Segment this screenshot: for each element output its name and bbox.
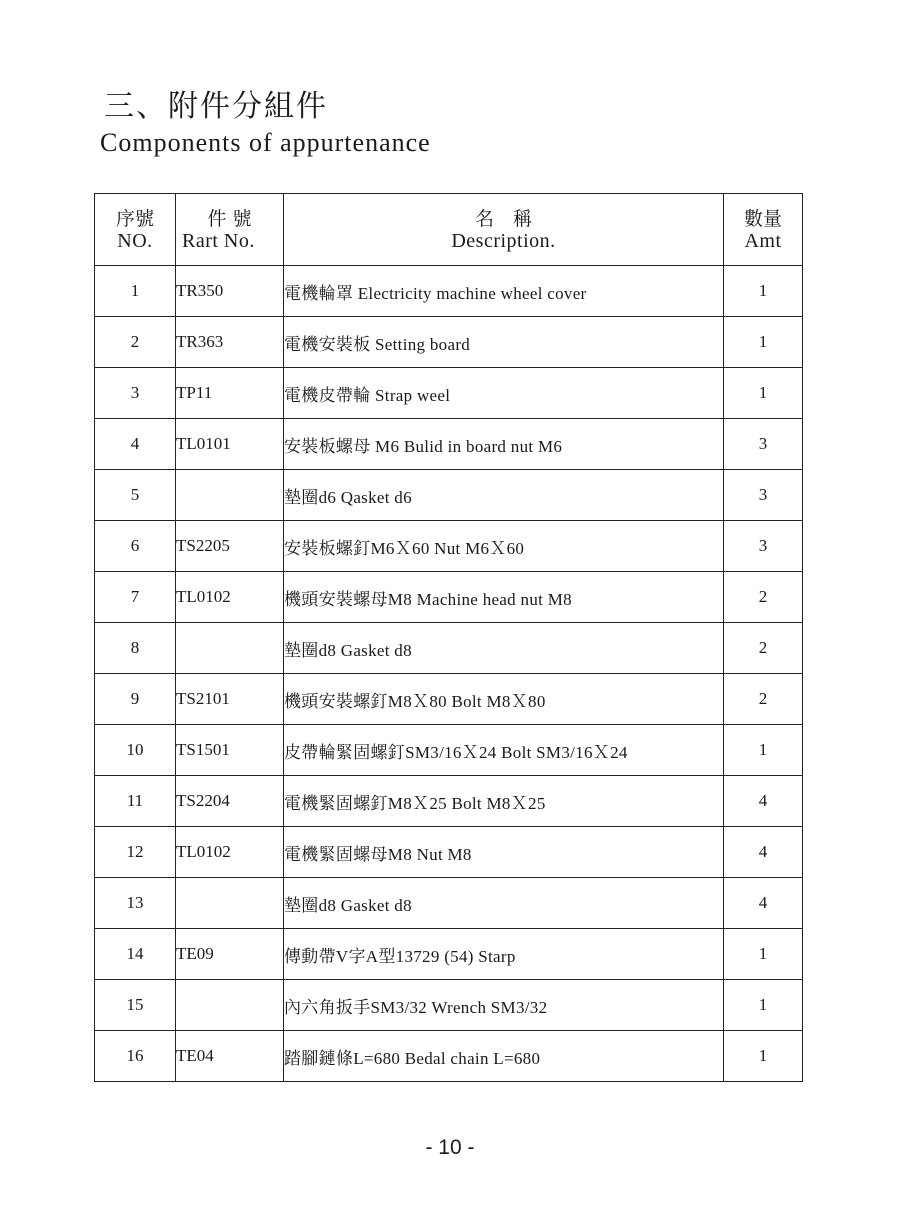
row-number: 4 (95, 419, 176, 470)
row-part-number: TE04 (176, 1031, 284, 1082)
row-description: 內六角扳手SM3/32 Wrench SM3/32 (284, 980, 724, 1031)
table-row (95, 929, 803, 980)
header-qty-en: Amt (744, 229, 782, 252)
header-no (95, 194, 176, 266)
row-number: 16 (95, 1031, 176, 1082)
row-part-number: TS2101 (176, 674, 284, 725)
row-description: 機頭安裝螺母M8 Machine head nut M8 (284, 572, 724, 623)
row-amount: 3 (724, 419, 803, 470)
row-amount: 1 (724, 1031, 803, 1082)
row-description: 機頭安裝螺釘M8Ｘ80 Bolt M8Ｘ80 (284, 674, 724, 725)
table-row (95, 368, 803, 419)
row-amount: 3 (724, 470, 803, 521)
row-part-number: TS1501 (176, 725, 284, 776)
table-row (95, 776, 803, 827)
row-part-number: TR350 (176, 266, 284, 317)
row-part-number: TS2204 (176, 776, 284, 827)
row-part-number: TL0102 (176, 572, 284, 623)
table-row (95, 572, 803, 623)
row-part-number: TL0102 (176, 827, 284, 878)
table-row (95, 266, 803, 317)
row-part-number (176, 980, 284, 1031)
row-part-number: TE09 (176, 929, 284, 980)
header-qty-zh: 數量 (743, 207, 782, 230)
header-part-en: Rart No. (182, 229, 255, 252)
table-row (95, 317, 803, 368)
row-description: 安裝板螺釘M6Ｘ60 Nut M6Ｘ60 (284, 521, 724, 572)
row-part-number: TR363 (176, 317, 284, 368)
table-row (95, 725, 803, 776)
row-part-number (176, 878, 284, 929)
row-part-number: TL0101 (176, 419, 284, 470)
header-desc-en: Description. (451, 229, 556, 252)
row-description: 電機緊固螺母M8 Nut M8 (284, 827, 724, 878)
table-row (95, 980, 803, 1031)
row-description: 電機輪罩 Electricity machine wheel cover (284, 266, 724, 317)
table-row (95, 470, 803, 521)
row-amount: 1 (724, 368, 803, 419)
row-amount: 1 (724, 725, 803, 776)
row-description: 墊圈d8 Gasket d8 (284, 878, 724, 929)
row-number: 1 (95, 266, 176, 317)
header-part-zh: 件 號 (207, 207, 252, 230)
header-description (284, 194, 724, 266)
section-title-chinese: 三、附件分組件 (104, 89, 328, 124)
page-number: - 10 - (425, 1136, 475, 1159)
row-number: 5 (95, 470, 176, 521)
row-description: 皮帶輪緊固螺釘SM3/16Ｘ24 Bolt SM3/16Ｘ24 (284, 725, 724, 776)
row-number: 9 (95, 674, 176, 725)
table-row (95, 827, 803, 878)
row-amount: 1 (724, 266, 803, 317)
row-number: 3 (95, 368, 176, 419)
row-amount: 1 (724, 980, 803, 1031)
table-row (95, 674, 803, 725)
row-amount: 1 (724, 929, 803, 980)
row-part-number (176, 623, 284, 674)
table-row (95, 419, 803, 470)
row-number: 13 (95, 878, 176, 929)
table-header-row (95, 194, 803, 266)
row-number: 14 (95, 929, 176, 980)
row-number: 15 (95, 980, 176, 1031)
row-amount: 2 (724, 572, 803, 623)
header-part (176, 194, 284, 266)
row-amount: 3 (724, 521, 803, 572)
row-description: 電機緊固螺釘M8Ｘ25 Bolt M8Ｘ25 (284, 776, 724, 827)
row-description: 墊圈d8 Gasket d8 (284, 623, 724, 674)
section-title-english: Components of appurtenance (100, 128, 431, 157)
row-amount: 2 (724, 674, 803, 725)
header-no-en: NO. (117, 229, 153, 252)
row-amount: 4 (724, 776, 803, 827)
row-number: 6 (95, 521, 176, 572)
header-desc-zh: 名 稱 (474, 207, 532, 230)
row-description: 安裝板螺母 M6 Bulid in board nut M6 (284, 419, 724, 470)
row-description: 傳動帶V字A型13729 (54) Starp (284, 929, 724, 980)
row-number: 11 (95, 776, 176, 827)
header-amount (724, 194, 803, 266)
table-row (95, 1031, 803, 1082)
row-part-number: TS2205 (176, 521, 284, 572)
components-table (94, 193, 803, 1082)
row-number: 12 (95, 827, 176, 878)
row-part-number (176, 470, 284, 521)
row-number: 8 (95, 623, 176, 674)
row-number: 10 (95, 725, 176, 776)
row-part-number: TP11 (176, 368, 284, 419)
row-description: 墊圈d6 Qasket d6 (284, 470, 724, 521)
table-row (95, 878, 803, 929)
row-amount: 1 (724, 317, 803, 368)
row-number: 7 (95, 572, 176, 623)
row-amount: 2 (724, 623, 803, 674)
row-number: 2 (95, 317, 176, 368)
header-no-zh: 序號 (115, 207, 154, 230)
row-description: 電機安裝板 Setting board (284, 317, 724, 368)
table-row (95, 623, 803, 674)
row-amount: 4 (724, 878, 803, 929)
row-description: 電機皮帶輪 Strap weel (284, 368, 724, 419)
row-amount: 4 (724, 827, 803, 878)
table-row (95, 521, 803, 572)
row-description: 踏腳鏈條L=680 Bedal chain L=680 (284, 1031, 724, 1082)
